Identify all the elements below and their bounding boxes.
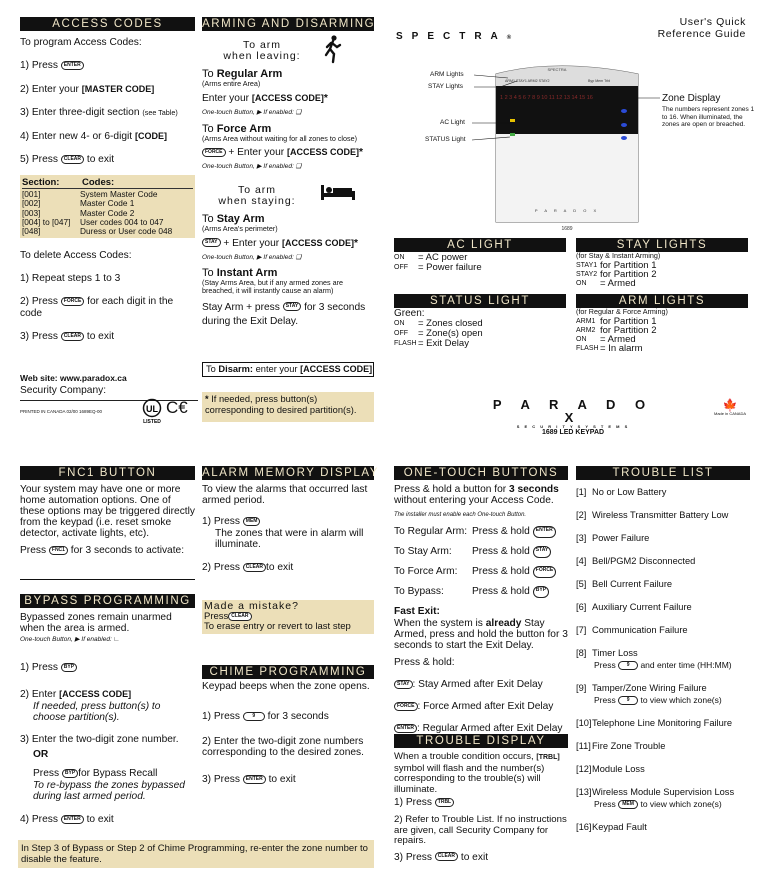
clear-key-icon: CLEAR [61,155,84,164]
trouble-list-section: TROUBLE LIST [1]No or Low Battery [2]Wireless Transmitter Battery Low [3]Power Failure [4]Bell/PGM2 Disconnected [5]Bell Current Failure [6]Auxiliary Current Failure [7]Communication Failure [8]Timer Loss Press 9 and enter time (HH:MM) [9]Tamper/Zone Wiring Failure Press 9 to view which zone(s) [10]Telephone Line Monitoring Failure [11]Fire Zone Trouble [12]Module Loss [13]Wireless Module Supervision Loss Press MEM to view which zone(s) [16]Keypad Fault [576,466,750,874]
instant-arm-step: Stay Arm + press STAY for 3 seconds during the Exit Delay. [202,301,366,327]
light-meaning: = Power failure [418,261,482,273]
one-touch-action: To Regular Arm: [394,526,468,537]
arming-title: ARMING AND DISARMING [202,18,376,30]
light-meaning: = Zones closed [418,318,483,329]
light-meaning: for Partition 2 [600,324,657,336]
light-row [576,344,748,353]
code-desc: System Master Code [80,189,158,199]
guide-title: User's Quick Reference Guide [657,16,746,40]
trouble-number: [10] [576,718,592,728]
force-arm-heading: To Force Arm [202,122,272,135]
enter-key-icon: ENTER [394,724,417,733]
light-meaning: = Armed [600,334,636,346]
arm-leaving-heading: To arm when leaving: [223,39,301,62]
one-touch-hold: Press & hold [472,566,530,577]
memory-key-icon: MEM [618,800,638,809]
light-meaning: = Exit Delay [418,338,469,349]
walking-person-icon [322,35,344,63]
zone-display-label: Zone Display [662,93,721,104]
arming-section [202,17,374,417]
delete-step-3: 3) Press CLEAR to exit [20,331,115,343]
bed-icon [320,183,356,201]
spectra-logo: SPECTRA® [396,31,512,42]
trouble-number: [3] [576,533,587,543]
stay-arm-heading: To Stay Arm [202,213,265,225]
force-key-icon: FORCE [202,148,226,157]
trouble-text: Module Loss [592,764,645,774]
one-touch-hold: Press & hold [472,586,530,597]
regular-arm-step: Enter your [ACCESS CODE]* [202,92,328,104]
access-step-1: 1) Press ENTER [20,60,195,72]
trouble-sub: Press 9 and enter time (HH:MM) [594,660,732,670]
trouble-number: [9] [576,683,587,693]
enter-key-icon: ENTER [61,815,84,824]
svg-text:SPECTRA: SPECTRA [547,67,567,72]
force-key-icon: FORCE [533,566,557,578]
trouble-item [576,510,750,521]
access-step-3: 3) Enter three-digit section (see Table) [20,107,178,118]
light-state: ON [576,336,587,344]
codes-table: Section: Codes: [001] System Master Code [002] Master Code 1 [003] Master Code 2 [004] to [047] User codes 004 to 047 [048] Duress or User code 048 [20,175,195,238]
trouble-sub: Press MEM to view which zone(s) [594,799,722,809]
instant-arm-heading: To Instant Arm [202,266,278,279]
trouble-text: Power Failure [592,533,650,543]
stay-onetouch: One-touch Button, ▶ If enabled: ❏ [202,253,302,261]
bypass-key-icon: BYP [62,769,78,778]
one-touch-row [394,546,568,558]
svg-text:1 2 3 4 5 6 7 8 9 10 11 12 13: 1 2 3 4 5 6 7 8 9 10 11 12 13 14 15 16 [500,95,593,101]
code-section: [002] [22,198,41,209]
stay-key-icon: STAY [533,546,552,558]
light-meaning: = AC power [418,252,468,263]
ac-light-label: AC Light [440,119,465,126]
one-touch-hold: Press & hold [472,526,530,537]
svg-text:P A R A D O X: P A R A D O X [534,208,600,213]
trouble-number: [12] [576,764,592,774]
zone-display-desc: The numbers represent zones 1 to 16. When illuminated, the zones are open or breached. [662,106,755,128]
chime-bypass-footer: In Step 3 of Bypass or Step 2 of Chime Programming, re-enter the zone number to disable the feature. [18,840,374,868]
code-desc: Master Code 1 [80,198,135,209]
stay-lights-label: STAY Lights [428,83,464,90]
bypass-key-icon: BYP [61,663,77,672]
stay-arm-step: STAY + Enter your [ACCESS CODE]* [202,237,374,250]
one-touch-action: To Force Arm: [394,566,458,577]
trouble-text: Communication Failure [592,625,688,635]
trouble-text: Timer Loss [592,648,638,658]
trouble-text: Auxiliary Current Failure [592,602,692,612]
trouble-number: [16] [576,822,592,832]
light-state: FLASH [394,340,417,347]
access-codes-title: ACCESS CODES [20,17,195,31]
delete-title: To delete Access Codes: [20,250,132,262]
trouble-text: Tamper/Zone Wiring Failure [592,683,707,693]
ac-light-section: AC LIGHT ON = AC power OFF = Power failure [394,238,566,272]
one-touch-row [394,586,568,598]
light-row [576,279,748,288]
printed-note: PRINTED IN CANADA 02/00 1689EQ-00 [20,409,103,414]
light-state: FLASH [576,345,599,353]
trouble-text: Fire Zone Trouble [592,741,666,751]
regular-arm-heading: To Regular Arm [202,68,283,80]
enter-key-icon: ENTER [61,61,84,70]
trouble-item [576,787,750,810]
maple-leaf-icon: 🍁 Made in CANADA [714,398,747,416]
fnc1-key-icon: FNC1 [49,546,68,555]
trouble-item [576,579,750,590]
trouble-item [576,764,750,775]
alarm-memory-section: ALARM MEMORY DISPLAY To view the alarms that occurred last armed period. 1) Press MEM The zones that were in alarm will illuminate. 2) Press CLEAR to exit [202,467,380,573]
one-touch-row [394,526,568,538]
trouble-text: Wireless Module Supervision Loss [592,787,735,797]
regular-onetouch: One-touch Button, ▶ If enabled: ❏ [202,108,302,116]
ce-logo: C€ [166,398,188,417]
fnc1-section: FNC1 BUTTON Your system may have one or more home automation options. One of these options may be triggered directly from the keypad (i.e. reset smoke detector, activate lights, etc). Press FNC1 for 3 seconds to activate: [20,466,195,566]
one-touch-row [394,566,568,578]
light-state: ON [576,280,587,288]
partition-note: * If needed, press button(s) corresponding to desired partition(s). [202,392,374,422]
light-state: OFF [394,330,408,337]
code-section: [001] [22,189,41,199]
svg-text:Byp Mem Trbl: Byp Mem Trbl [588,79,611,83]
trouble-text: No or Low Battery [592,487,667,497]
stay-key-icon: STAY [394,680,413,689]
trouble-number: [13] [576,787,592,797]
regular-arm-sub: (Arms entire Area) [202,79,261,88]
force-key-icon: FORCE [61,297,85,306]
stay-lights-section: STAY LIGHTS (for Stay & Instant Arming) STAY1 for Partition 1 STAY2 for Partition 2 ON = Armed [576,238,748,290]
trouble-display-section: TROUBLE DISPLAY When a trouble condition occurs, [TRBL] symbol will flash and the number(s) corresponding to the trouble(s) will illuminate. 1) Press TRBL 2) Refer to Trouble List. If no instructions are given, call Security Company for repairs. 3) Press CLEAR to exit [394,735,567,863]
force-arm-step: FORCE + Enter your [ACCESS CODE]* [202,146,374,159]
light-meaning: for Partition 2 [600,268,657,280]
access-step-4: 4) Enter new 4- or 6-digit [CODE] [20,131,167,142]
trouble-item [576,556,750,567]
trouble-text: Keypad Fault [592,822,647,832]
arm-staying-heading: To arm when staying: [218,184,296,207]
keypad-diagram [392,60,758,238]
code-row [22,227,193,236]
light-meaning: = Armed [600,278,636,290]
memory-key-icon: MEM [243,517,261,526]
trouble-number: [2] [576,510,587,520]
one-touch-section: ONE-TOUCH BUTTONS Press & hold a button for 3 seconds without entering your Access Code. The installer must enable each One-touch Button. To Regular Arm: Press & hold ENTER To Stay Arm: Press & hold STAY To Force Arm: Press & hold FORCE To Bypass: Press & hold BYP Fast Exit: When the system is already Stay Armed, press and hold the button for 3 seconds to start the Exit Delay. Press & hold: STAY : Stay Armed after Exit Delay FORCE : Force Armed after Exit Delay ENTER : Regular Armed after Exit Delay [394,467,568,734]
trouble-number: [4] [576,556,587,566]
trouble-item [576,625,750,636]
svg-text:ARM1 STAY1 ARM2 STAY2: ARM1 STAY1 ARM2 STAY2 [505,79,550,83]
access-intro: To program Access Codes: [20,37,142,48]
clear-key-icon: CLEAR [61,332,84,341]
trouble-key-icon: TRBL [435,798,454,807]
light-state: ON [394,254,405,261]
light-state: ARM1 [576,317,596,325]
trouble-item [576,683,750,706]
code-section: [003] [22,207,41,218]
svg-text:LISTED: LISTED [143,419,161,425]
bypass-section: BYPASS PROGRAMMING Bypassed zones remain unarmed when the area is armed. One-touch Button, ▶ If enabled: ∟ 1) Press BYP 2) Enter [ACCESS CODE] If needed, press button(s) to choose partition(s). 3) Enter the two-digit zone number. OR Press BYP for Bypass Recall To re-bypass the zones bypassed during last armed period. 4) Press ENTER to exit [20,594,195,826]
svg-text:UL: UL [146,404,158,414]
code-desc: Duress or User code 048 [80,226,173,237]
code-section: [004] to [047] [22,216,71,227]
trouble-item [576,487,750,498]
trouble-item [576,602,750,613]
trouble-number: [5] [576,579,587,589]
light-state: OFF [394,263,408,271]
light-state: ON [394,320,405,327]
bypass-key-icon: BYP [533,586,549,598]
instant-arm-sub: (Stay Arms Area, but if any armed zones are breached, it will instantly cause an alarm) [202,277,344,295]
mistake-box: Made a mistake? Press CLEAR To erase entry or revert to last step [202,600,374,634]
trouble-item [576,648,750,671]
trouble-number: [11] [576,741,591,751]
light-meaning: = In alarm [600,343,643,355]
clear-key-icon: CLEAR [228,612,251,621]
svg-text:1689: 1689 [561,226,573,232]
nine-key-icon: 9 [243,712,265,721]
enter-key-icon: ENTER [533,526,556,538]
delete-step-1: 1) Repeat steps 1 to 3 [20,273,121,285]
light-state: ARM2 [576,326,596,334]
status-light-label: STATUS Light [425,136,466,143]
light-state: STAY1 [576,261,598,269]
trouble-number: [8] [576,648,587,658]
nine-key-icon: 9 [618,661,638,670]
light-row [394,263,566,273]
trouble-text: Bell Current Failure [592,579,673,589]
one-touch-action: To Stay Arm: [394,546,452,557]
light-meaning: for Partition 1 [600,259,657,271]
disarm-box: To Disarm: enter your [ACCESS CODE] [202,362,374,377]
arm-lights-section: ARM LIGHTS (for Regular & Force Arming) ARM1 for Partition 1 ARM2 for Partition 2 ON = Armed FLASH = In alarm [576,294,748,356]
trouble-text: Telephone Line Monitoring Failure [592,718,733,728]
light-meaning: = Zone(s) open [418,328,483,339]
nine-key-icon: 9 [618,696,638,705]
status-light-section: STATUS LIGHT Green: ON = Zones closed OFF = Zone(s) open FLASH = Exit Delay [394,294,566,356]
trouble-number: [7] [576,625,587,635]
light-state: STAY2 [576,270,598,278]
force-key-icon: FORCE [394,702,418,711]
security-company: Security Company: [20,385,198,401]
trouble-item [576,741,750,752]
access-step-2: 2) Enter your [MASTER CODE] [20,84,155,95]
chime-section: CHIME PROGRAMMING Keypad beeps when the zone opens. 1) Press 9 for 3 seconds 2) Enter the two-digit zone numbers corresponding to the desired zones. 3) Press ENTER to exit [202,665,374,805]
trouble-item [576,533,750,544]
enter-key-icon: ENTER [243,775,266,784]
trouble-number: [6] [576,602,587,612]
stay-arm-sub: (Arms Area's perimeter) [202,224,278,233]
light-row [394,339,566,349]
one-touch-hold: Press & hold [472,546,530,557]
access-step-5: 5) Press CLEAR to exit [20,154,115,165]
stay-key-icon: STAY [283,302,302,311]
website[interactable]: Web site: www.paradox.ca [20,373,127,383]
code-section: [048] [22,226,41,237]
clear-key-icon: CLEAR [243,563,266,572]
trouble-sub: Press 9 to view which zone(s) [594,695,722,705]
arm-lights-label: ARM Lights [430,71,464,78]
stay-key-icon: STAY [202,238,221,247]
delete-step-2: 2) Press FORCE for each digit in the code [20,296,174,320]
force-arm-sub: (Arms Area without waiting for all zones to close) [202,133,357,143]
force-onetouch: One-touch Button, ▶ If enabled: ❏ [202,163,302,170]
code-desc: Master Code 2 [80,207,135,218]
trouble-item [576,822,750,833]
one-touch-action: To Bypass: [394,586,444,597]
clear-key-icon: CLEAR [435,852,458,861]
trouble-number: [1] [576,487,587,497]
trouble-text: Wireless Transmitter Battery Low [592,510,729,520]
trouble-text: Bell/PGM2 Disconnected [592,556,696,566]
paradox-logo: P A R A D O X S E C U R I T Y S Y S T E M S 1689 LED KEYPAD [492,397,654,436]
code-desc: User codes 004 to 047 [80,216,164,227]
trouble-item [576,718,750,729]
light-meaning: for Partition 1 [600,315,657,327]
